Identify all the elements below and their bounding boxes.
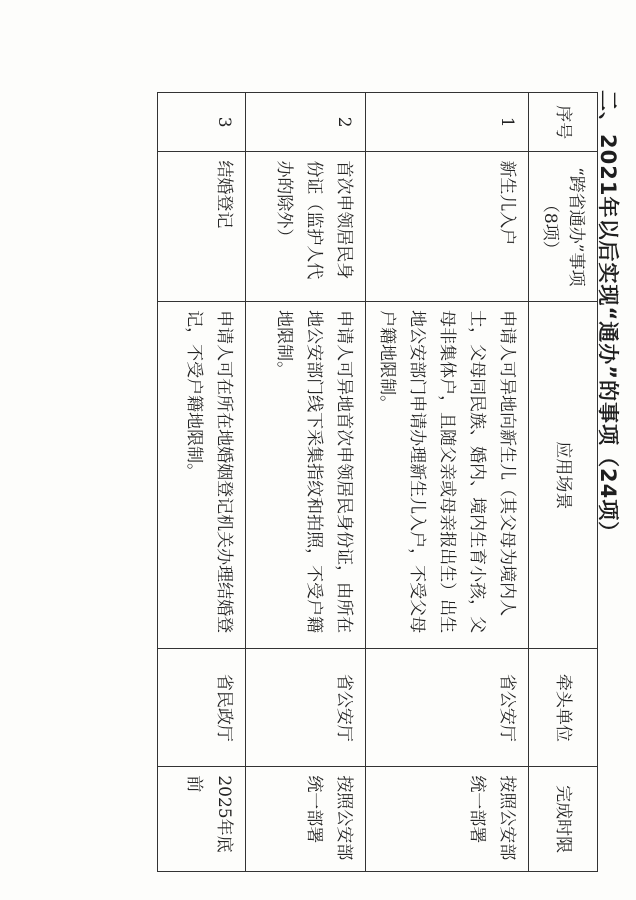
row-no: 2 — [246, 93, 366, 152]
header-item — [529, 152, 598, 302]
header-deadline: 完成时限 — [529, 767, 598, 872]
row-scene: 申请人可异地向新生儿（其父母为境内人士，父母同民族、婚内、境内生育小孩，父母非集体户，且随父亲或母亲报出生）出生地公安部门申请办理新生儿入户，不受父母户籍地限制。 — [366, 302, 529, 649]
row-deadline: 按照公安部统一部署 — [366, 767, 529, 872]
table-row — [246, 93, 366, 872]
row-item: 首次申领居民身份证（监护人代办的除外） — [246, 152, 366, 302]
table-row — [158, 93, 246, 872]
section-heading — [594, 90, 624, 543]
row-deadline: 2025年底前 — [158, 767, 246, 872]
heading-prefix: 二、2021 — [596, 90, 620, 197]
table-row — [366, 93, 529, 872]
header-lead: 牵头单位 — [529, 649, 598, 767]
header-item-count: （8项） — [540, 195, 560, 258]
row-lead: 省民政厅 — [158, 649, 246, 767]
header-no: 序号 — [529, 93, 598, 152]
items-table — [157, 92, 598, 872]
row-no: 1 — [366, 93, 529, 152]
heading-title: 年以后实现“通办”的事项（24项） — [596, 196, 620, 544]
header-item-label: “跨省通办”事项 — [566, 167, 586, 287]
table-header-row — [529, 93, 598, 872]
row-scene: 申请人可在所在地婚姻登记机关办理结婚登记，不受户籍地限制。 — [158, 302, 246, 649]
row-no: 3 — [158, 93, 246, 152]
row-item: 新生儿入户 — [366, 152, 529, 302]
row-lead: 省公安厅 — [246, 649, 366, 767]
row-scene: 申请人可异地首次申领居民身份证，由所在地公安部门线下采集指纹和拍照，不受户籍地限制。 — [246, 302, 366, 649]
row-item: 结婚登记 — [158, 152, 246, 302]
header-scene: 应用场景 — [529, 302, 598, 649]
row-deadline: 按照公安部统一部署 — [246, 767, 366, 872]
row-lead: 省公安厅 — [366, 649, 529, 767]
